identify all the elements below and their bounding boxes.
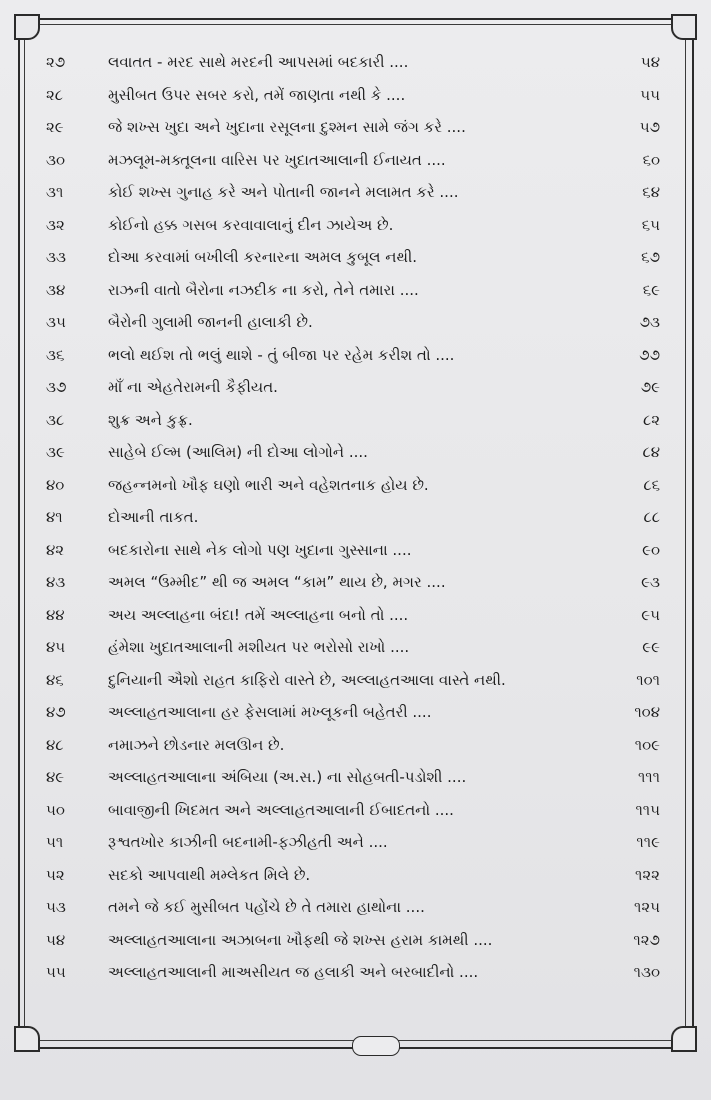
entry-page-number: ૧૨૨ xyxy=(635,865,660,884)
entry-page-number: ૧૩૦ xyxy=(633,963,660,982)
entry-title: અય અલ્લાહના બંદા! તમેં અલ્લાહના બનો તો .... xyxy=(108,605,409,624)
entry-number: ૪૮ xyxy=(46,735,64,754)
entry-page-number: ૮૮ xyxy=(643,508,660,527)
entry-number: ૩૪ xyxy=(46,280,66,299)
entry-number: ૩૫ xyxy=(46,313,66,332)
corner-ornament xyxy=(14,14,40,40)
entry-title: જહન્નમનો ખૌફ ઘણો ભારી અને વહેશતનાક હોય છે. xyxy=(108,475,429,494)
entry-number: ૫૨ xyxy=(46,865,65,884)
toc-entry xyxy=(40,111,668,144)
corner-ornament xyxy=(671,1026,697,1052)
corner-ornament xyxy=(671,14,697,40)
entry-title: દુનિયાની ઐશો રાહત કાફિરો વાસ્તે છે, અલ્લાહતઆલા વાસ્તે નથી. xyxy=(108,670,506,689)
entry-page-number: ૫૭ xyxy=(639,118,660,137)
toc-entry xyxy=(40,79,668,112)
entry-page-number: ૭૩ xyxy=(639,313,660,332)
entry-number: ૪૦ xyxy=(46,475,65,494)
entry-page-number: ૯૩ xyxy=(641,573,660,592)
toc-entry xyxy=(40,631,668,664)
entry-title: બૈરોની ગુલામી જાનની હાલાકી છે. xyxy=(108,313,313,332)
toc-entry xyxy=(40,436,668,469)
entry-number: ૪૯ xyxy=(46,768,65,787)
toc-entry xyxy=(40,176,668,209)
entry-title: લવાતત - મરદ સાથે મરદની આપસમાં બદકારી .... xyxy=(108,53,409,72)
entry-number: ૩૦ xyxy=(46,150,66,169)
toc-entry xyxy=(40,696,668,729)
entry-page-number: ૧૧૯ xyxy=(636,833,660,852)
entry-number: ૨૭ xyxy=(46,53,66,72)
entry-title: દોઆ કરવામાં બખીલી કરનારના અમલ કુબૂલ નથી. xyxy=(108,248,418,267)
entry-title: અલ્લાહતઆલાના હર ફેસલામાં મખ્લૂકની બહેતરી .... xyxy=(108,703,432,722)
entry-page-number: ૮૬ xyxy=(643,475,660,494)
toc-entry xyxy=(40,209,668,242)
entry-number: ૪૧ xyxy=(46,508,63,527)
toc-entry xyxy=(40,956,668,989)
entry-title: રૂશ્વતખોર કાઝીની બદનામી-ફઝીહતી અને .... xyxy=(108,833,388,852)
entry-number: ૩૩ xyxy=(46,248,66,267)
entry-number: ૫૪ xyxy=(46,930,66,949)
toc-entry xyxy=(40,664,668,697)
entry-page-number: ૧૧૫ xyxy=(635,800,660,819)
entry-number: ૨૮ xyxy=(46,85,64,104)
entry-number: ૫૫ xyxy=(46,963,66,982)
toc-entry xyxy=(40,859,668,892)
entry-title: રાઝની વાતો બૈરોના નઝદીક ના કરો, તેને તમારા .... xyxy=(108,280,419,299)
entry-number: ૫૩ xyxy=(46,898,66,917)
entry-page-number: ૧૧૧ xyxy=(637,768,660,787)
entry-number: ૫૦ xyxy=(46,800,65,819)
entry-title: બદકારોના સાથે નેક લોગો પણ ખુદાના ગુસ્સાના .... xyxy=(108,540,412,559)
entry-page-number: ૬૫ xyxy=(641,215,660,234)
entry-page-number: ૭૯ xyxy=(640,378,660,397)
entry-number: ૪૨ xyxy=(46,540,65,559)
entry-number: ૪૭ xyxy=(46,703,66,722)
entry-title: દોઆની તાકત. xyxy=(108,508,199,527)
toc-entry xyxy=(40,826,668,859)
toc-entry xyxy=(40,729,668,762)
corner-ornament xyxy=(14,1026,40,1052)
toc-entry xyxy=(40,404,668,437)
entry-title: બાવાજીની ખિદમત અને અલ્લાહતઆલાની ઈબાદતનો .... xyxy=(108,800,454,819)
entry-number: ૩૬ xyxy=(46,345,65,364)
entry-title: હંમેશા ખુદાતઆલાની મશીયત પર ભરોસો રાખો .... xyxy=(108,638,410,657)
page-number-tab xyxy=(352,1036,400,1056)
entry-number: ૩૨ xyxy=(46,215,65,234)
entry-page-number: ૫૫ xyxy=(640,85,660,104)
toc-entry xyxy=(40,794,668,827)
entry-page-number: ૬૪ xyxy=(642,183,660,202)
entry-title: અલ્લાહતઆલાના અંબિયા (અ.સ.) ના સોહબતી-પડોશી .... xyxy=(108,768,467,787)
entry-number: ૪૪ xyxy=(46,605,65,624)
toc-entry xyxy=(40,469,668,502)
entry-number: ૩૭ xyxy=(46,378,67,397)
toc-entry xyxy=(40,534,668,567)
entry-number: ૩૧ xyxy=(46,183,64,202)
entry-title: અલ્લાહતઆલાની માઅસીયત જ હલાકી અને બરબાદીનો .... xyxy=(108,963,479,982)
entry-title: ભલો થઈશ તો ભલું થાશે - તું બીજા પર રહેમ કરીશ તો .... xyxy=(108,345,455,364)
toc-entry xyxy=(40,339,668,372)
toc-entry xyxy=(40,501,668,534)
entry-page-number: ૫૪ xyxy=(640,53,660,72)
entry-number: ૩૮ xyxy=(46,410,65,429)
toc-entry xyxy=(40,46,668,79)
entry-page-number: ૯૦ xyxy=(642,540,660,559)
entry-title: મઝલૂમ-મક્તૂલના વારિસ પર ખુદાતઆલાની ઈનાયત .... xyxy=(108,150,446,169)
entry-title: અલ્લાહતઆલાના અઝાબના ખૌફથી જે શખ્સ હરામ કામથી .... xyxy=(108,930,493,949)
entry-title: તમને જે કઈ મુસીબત પહોંચે છે તે તમારા હાથોના .... xyxy=(108,898,425,917)
entry-page-number: ૧૨૫ xyxy=(633,898,660,917)
entry-title: સદકો આપવાથી મમ્લેકત મિલે છે. xyxy=(108,865,311,884)
toc-entry xyxy=(40,761,668,794)
table-of-contents xyxy=(40,46,668,989)
entry-number: ૫૧ xyxy=(46,833,64,852)
entry-title: કોઈનો હક્ક ગસબ કરવાવાલાનું દીન ઝાયેઅ છે. xyxy=(108,215,394,234)
entry-page-number: ૧૨૭ xyxy=(633,930,660,949)
entry-page-number: ૬૭ xyxy=(641,248,660,267)
entry-page-number: ૧૦૯ xyxy=(634,735,660,754)
toc-entry xyxy=(40,274,668,307)
entry-title: સાહેબે ઈલ્મ (આલિમ) ની દોઆ લોગોને .... xyxy=(108,443,368,462)
toc-entry xyxy=(40,241,668,274)
toc-entry xyxy=(40,566,668,599)
entry-page-number: ૬૦ xyxy=(642,150,660,169)
entry-page-number: ૯૯ xyxy=(642,638,660,657)
toc-entry xyxy=(40,891,668,924)
entry-page-number: ૮૪ xyxy=(642,443,660,462)
entry-title: નમાઝને છોડનાર મલઊન છે. xyxy=(108,735,285,754)
entry-title: શુક્ર અને કુફ્ર. xyxy=(108,410,193,429)
entry-number: ૪૫ xyxy=(46,638,66,657)
entry-title: મુસીબત ઉપર સબર કરો, તમેં જાણતા નથી કે .... xyxy=(108,85,406,104)
entry-page-number: ૧૦૪ xyxy=(634,703,660,722)
entry-page-number: ૬૯ xyxy=(642,280,660,299)
entry-page-number: ૧૦૧ xyxy=(636,670,660,689)
entry-title: અમલ “ઉમ્મીદ” થી જ અમલ “કામ” થાય છે, મગર .... xyxy=(108,573,446,592)
entry-number: ૪૬ xyxy=(46,670,64,689)
toc-entry xyxy=(40,599,668,632)
entry-number: ૨૯ xyxy=(46,118,64,137)
toc-entry xyxy=(40,306,668,339)
toc-entry xyxy=(40,371,668,404)
entry-page-number: ૯૫ xyxy=(641,605,660,624)
entry-title: માઁ ના એહતેરામની કૈફીયત. xyxy=(108,378,278,397)
entry-page-number: ૭૭ xyxy=(639,345,660,364)
entry-number: ૩૯ xyxy=(46,443,65,462)
toc-entry xyxy=(40,924,668,957)
entry-title: કોઈ શખ્સ ગુનાહ કરે અને પોતાની જાનને મલામત કરે .... xyxy=(108,183,459,202)
toc-entry xyxy=(40,144,668,177)
entry-number: ૪૩ xyxy=(46,573,66,592)
entry-title: જે શખ્સ ખુદા અને ખુદાના રસૂલના દુશ્મન સામે જંગ કરે .... xyxy=(108,118,466,137)
entry-page-number: ૮૨ xyxy=(642,410,660,429)
